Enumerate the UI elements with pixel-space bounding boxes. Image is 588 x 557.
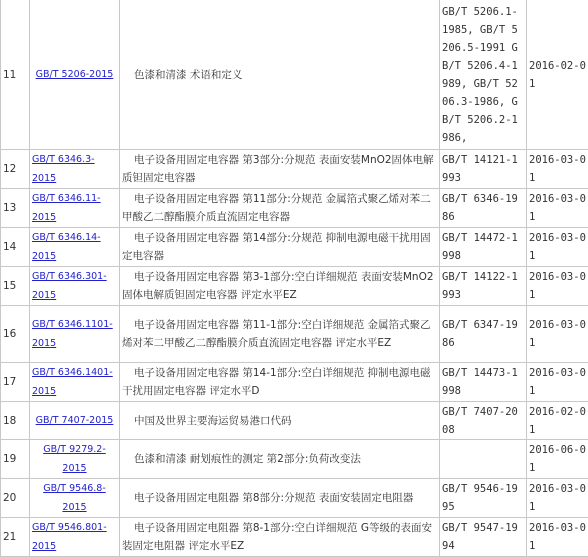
standard-title-cell xyxy=(120,479,440,518)
effective-date: 2016-02-01 xyxy=(527,0,588,150)
replaced-standard: GB/T 9547-1994 xyxy=(440,518,527,557)
row-number: 19 xyxy=(1,440,30,479)
table-row xyxy=(1,267,588,306)
replaced-standard xyxy=(440,440,527,479)
effective-date: 2016-03-01 xyxy=(527,363,588,402)
standard-code-cell xyxy=(30,267,120,306)
standard-code-cell xyxy=(30,402,120,440)
standard-link[interactable]: GB/T 9279.2-2015 xyxy=(43,444,106,474)
standard-link[interactable]: GB/T 6346.14-2015 xyxy=(32,232,101,262)
effective-date: 2016-03-01 xyxy=(527,518,588,557)
standard-code-cell xyxy=(30,479,120,518)
standard-link[interactable]: GB/T 7407-2015 xyxy=(36,415,114,426)
standard-title: 电子设备用固定电阻器 第8-1部分:空白详细规范 G等级的表面安装固定电阻器 评定水平EZ xyxy=(122,519,437,555)
standard-title: 电子设备用固定电容器 第14-1部分:空白详细规范 抑制电源电磁干扰用固定电容器 评定水平D xyxy=(122,364,437,400)
row-number: 17 xyxy=(1,363,30,402)
standard-title: 电子设备用固定电容器 第3部分:分规范 表面安装MnO2固体电解质钽固定电容器 xyxy=(122,151,437,187)
standard-code-cell xyxy=(30,189,120,228)
table-row xyxy=(1,440,588,479)
standard-code-cell xyxy=(30,440,120,479)
standard-title: 电子设备用固定电容器 第11-1部分:空白详细规范 金属箔式聚乙烯对苯二甲酸乙二醇酯膜介质直流固定电容器 评定水平EZ xyxy=(122,316,437,352)
standard-title: 电子设备用固定电容器 第3-1部分:空白详细规范 表面安装MnO2固体电解质钽固定电容器 评定水平EZ xyxy=(122,268,437,304)
table-row xyxy=(1,479,588,518)
standard-code-cell xyxy=(30,228,120,267)
standard-link[interactable]: GB/T 9546.801-2015 xyxy=(32,522,107,552)
row-number: 13 xyxy=(1,189,30,228)
table-row xyxy=(1,363,588,402)
effective-date: 2016-03-01 xyxy=(527,150,588,189)
replaced-standard: GB/T 5206.1-1985, GB/T 5206.5-1991 GB/T 5206.4-1989, GB/T 5206.3-1986, GB/T 5206.2-1986, xyxy=(440,0,527,150)
replaced-standard: GB/T 9546-1995 xyxy=(440,479,527,518)
standard-title-cell xyxy=(120,267,440,306)
standard-code-cell xyxy=(30,0,120,150)
standard-link[interactable]: GB/T 6346.301-2015 xyxy=(32,271,107,301)
row-number: 21 xyxy=(1,518,30,557)
table-row xyxy=(1,306,588,363)
row-number: 20 xyxy=(1,479,30,518)
effective-date: 2016-03-01 xyxy=(527,306,588,363)
replaced-standard: GB/T 14122-1993 xyxy=(440,267,527,306)
effective-date: 2016-02-01 xyxy=(527,402,588,440)
replaced-standard: GB/T 14121-1993 xyxy=(440,150,527,189)
standard-title: 中国及世界主要海运贸易港口代码 xyxy=(122,412,437,430)
standard-title-cell xyxy=(120,0,440,150)
standard-title-cell xyxy=(120,402,440,440)
row-number: 12 xyxy=(1,150,30,189)
standard-title-cell xyxy=(120,228,440,267)
effective-date: 2016-03-01 xyxy=(527,189,588,228)
effective-date: 2016-06-01 xyxy=(527,440,588,479)
standard-code-cell xyxy=(30,306,120,363)
effective-date: 2016-03-01 xyxy=(527,479,588,518)
row-number: 16 xyxy=(1,306,30,363)
standard-title-cell xyxy=(120,306,440,363)
row-number: 18 xyxy=(1,402,30,440)
standard-title-cell xyxy=(120,440,440,479)
standard-link[interactable]: GB/T 9546.8-2015 xyxy=(43,483,106,513)
table-row xyxy=(1,228,588,267)
standard-code-cell xyxy=(30,363,120,402)
replaced-standard: GB/T 6346-1986 xyxy=(440,189,527,228)
replaced-standard: GB/T 7407-2008 xyxy=(440,402,527,440)
standard-title: 电子设备用固定电容器 第14部分:分规范 抑制电源电磁干扰用固定电容器 xyxy=(122,229,437,265)
standard-title: 色漆和清漆 术语和定义 xyxy=(122,66,437,84)
standard-title-cell xyxy=(120,363,440,402)
replaced-standard: GB/T 14473-1998 xyxy=(440,363,527,402)
effective-date: 2016-03-01 xyxy=(527,228,588,267)
row-number: 15 xyxy=(1,267,30,306)
row-number: 11 xyxy=(1,0,30,150)
table-row xyxy=(1,189,588,228)
replaced-standard: GB/T 6347-1986 xyxy=(440,306,527,363)
standard-link[interactable]: GB/T 6346.11-2015 xyxy=(32,193,101,223)
standard-link[interactable]: GB/T 6346.1101-2015 xyxy=(32,319,113,349)
standard-link[interactable]: GB/T 6346.1401-2015 xyxy=(32,367,113,397)
replaced-standard: GB/T 14472-1998 xyxy=(440,228,527,267)
standard-title: 电子设备用固定电容器 第11部分:分规范 金属箔式聚乙烯对苯二甲酸乙二醇酯膜介质直流固定电容器 xyxy=(122,190,437,226)
table-row xyxy=(1,150,588,189)
standard-title: 色漆和清漆 耐划痕性的测定 第2部分:负荷改变法 xyxy=(122,450,437,468)
row-number: 14 xyxy=(1,228,30,267)
effective-date: 2016-03-01 xyxy=(527,267,588,306)
standard-title-cell xyxy=(120,189,440,228)
standard-title-cell xyxy=(120,150,440,189)
standard-code-cell xyxy=(30,150,120,189)
table-row xyxy=(1,402,588,440)
standard-link[interactable]: GB/T 5206-2015 xyxy=(36,69,114,80)
standard-link[interactable]: GB/T 6346.3-2015 xyxy=(32,154,95,184)
standard-title: 电子设备用固定电阻器 第8部分:分规范 表面安装固定电阻器 xyxy=(122,489,437,507)
standards-table-body xyxy=(1,0,588,557)
table-row xyxy=(1,0,588,150)
